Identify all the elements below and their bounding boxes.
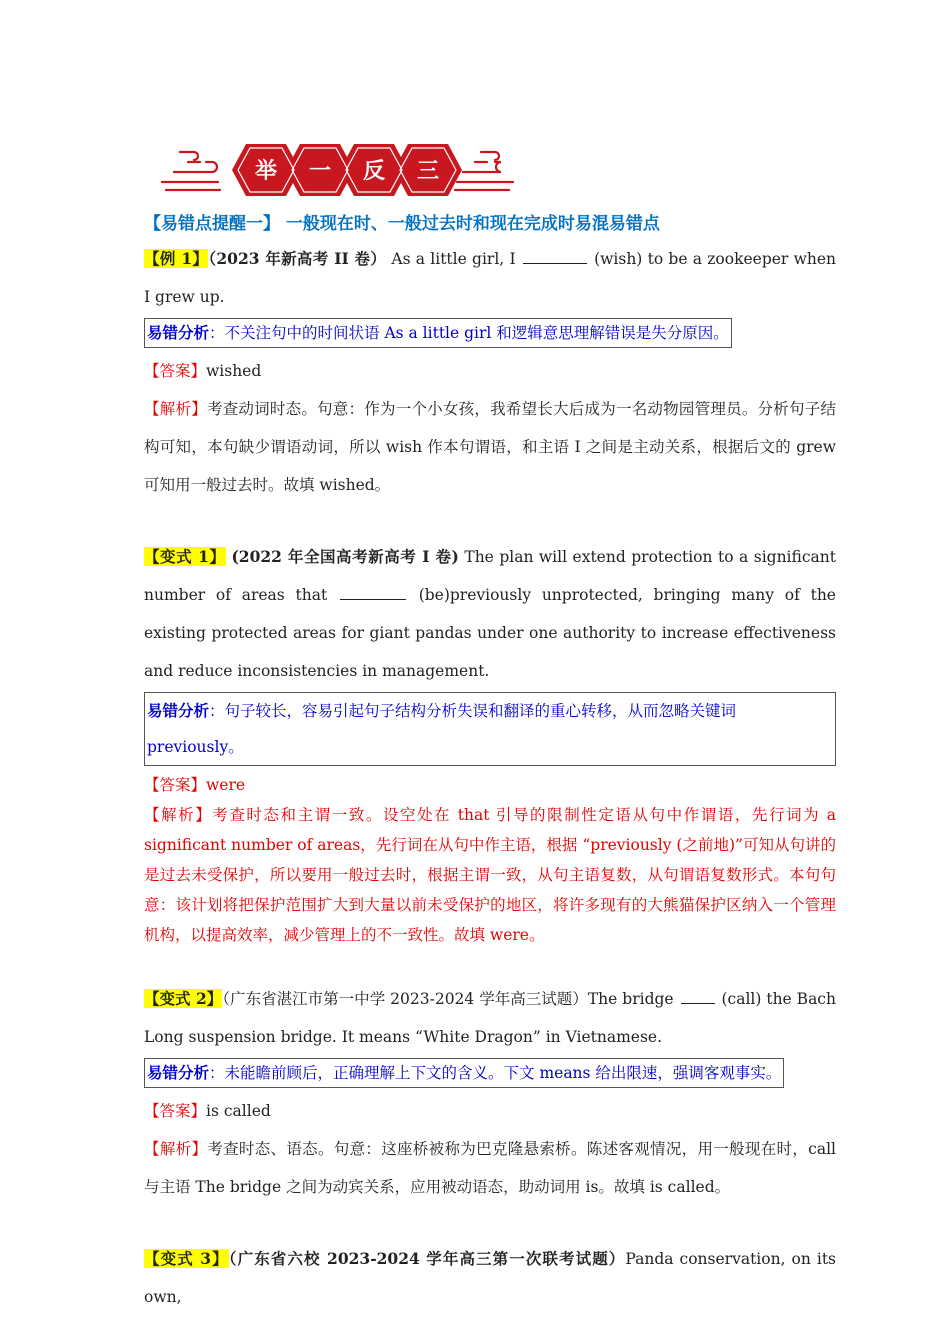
variant-3-question bbox=[144, 1240, 836, 1316]
variant-2-tag: 【变式 2】 bbox=[144, 989, 223, 1008]
banner-graphic bbox=[160, 138, 515, 202]
variant-1-blank[interactable] bbox=[340, 598, 406, 600]
variant-1-source: (2022 年全国高考新高考 I 卷) bbox=[225, 547, 459, 566]
variant-1-explain-text: 考查时态和主谓一致。设空处在 that 引导的限制性定语从句中作谓语，先行词为 a significant number of areas，先行词在从句中作主语，根据 “previously (之前地)”可知从句讲的是过去未受保护，所以要用一般过去时，根据主谓一致，从句主语复数，从句谓语复数形式。本句句意：该计划将把保护范围扩大到大量以前未受保护的地区，将许多现有的大熊猫保护区纳入一个管理机构，以提高效率，减少管理上的不一致性。故填 were。 bbox=[144, 806, 836, 944]
variant-2-text-b: (call) the Bach Long suspension bridge. It means “White Dragon” in Vietnamese. bbox=[144, 990, 836, 1046]
variant-1-explain bbox=[144, 800, 836, 950]
variant-1-answer-value: were bbox=[206, 776, 246, 794]
example-1-answer-value: wished bbox=[206, 362, 262, 380]
variant-1-answer bbox=[144, 770, 836, 800]
example-1-text-a: As a little girl, I bbox=[386, 250, 521, 268]
example-1-analysis: ：不关注句中的时间状语 As a little girl 和逻辑意思理解错误是失分原因。 bbox=[209, 324, 729, 342]
variant-1-question bbox=[144, 538, 836, 690]
banner-char-1: 举 bbox=[254, 159, 278, 184]
variant-2-text-a: The bridge bbox=[587, 990, 679, 1008]
variant-1-text-b: (be)previously unprotected, bringing many of the existing protected areas for giant pandas under one authority to increase effectiveness and reduce inconsistencies in management. bbox=[144, 586, 836, 680]
example-1-analysis-box bbox=[144, 318, 732, 348]
variant-1-answer-label: 【答案】 bbox=[144, 776, 207, 794]
variant-3-source: （广东省六校 2023-2024 学年高三第一次联考试题） bbox=[228, 1249, 626, 1268]
variant-3-text-a: Panda conservation, on its own, bbox=[144, 1250, 837, 1306]
banner-right-scroll bbox=[455, 152, 513, 190]
content bbox=[144, 210, 836, 1316]
variant-3-tag: 【变式 3】 bbox=[144, 1249, 229, 1268]
variant-1-analysis: ：句子较长，容易引起句子结构分析失误和翻译的重心转移，从而忽略关键词 previously。 bbox=[147, 702, 737, 756]
example-1-tag: 【例 1】 bbox=[144, 249, 209, 268]
variant-2-analysis-box bbox=[144, 1058, 784, 1088]
example-1-answer-label: 【答案】 bbox=[144, 362, 207, 380]
example-1-blank[interactable] bbox=[523, 262, 587, 264]
variant-2-answer-value: is called bbox=[206, 1102, 271, 1120]
banner-char-3: 反 bbox=[362, 159, 386, 184]
variant-1-analysis-label: 易错分析 bbox=[147, 701, 210, 720]
variant-2-answer bbox=[144, 1092, 836, 1130]
variant-1-text-a: The plan will extend protection to a significant number of areas that bbox=[144, 548, 836, 604]
section-heading: 【易错点提醒一】 一般现在时、一般过去时和现在完成时易混易错点 bbox=[144, 214, 660, 234]
example-1-analysis-label: 易错分析 bbox=[147, 323, 210, 342]
variant-2-blank[interactable] bbox=[681, 1002, 715, 1004]
variant-1-explain-label: 【解析】 bbox=[144, 806, 213, 824]
example-1-question bbox=[144, 240, 836, 316]
variant-2-question bbox=[144, 980, 836, 1056]
variant-2-explain-text: 考查时态、语态。句意：这座桥被称为巴克隆悬索桥。陈述客观情况，用一般现在时，call 与主语 The bridge 之间为动宾关系，应用被动语态，助动词用 is。故填 is called。 bbox=[144, 1140, 836, 1196]
variant-2-explain bbox=[144, 1130, 836, 1206]
example-1-explain-label: 【解析】 bbox=[144, 400, 207, 418]
variant-2-analysis: ：未能瞻前顾后，正确理解上下文的含义。下文 means 给出限速，强调客观事实。 bbox=[209, 1064, 782, 1082]
variant-1-tag: 【变式 1】 bbox=[144, 547, 226, 566]
spacer bbox=[144, 504, 836, 538]
variant-1-analysis-box bbox=[144, 692, 836, 766]
spacer bbox=[144, 1206, 836, 1240]
banner-char-2: 一 bbox=[308, 159, 332, 184]
example-1-explain-text: 考查动词时态。句意：作为一个小女孩，我希望长大后成为一名动物园管理员。分析句子结构可知，本句缺少谓语动词，所以 wish 作本句谓语，和主语 I 之间是主动关系，根据后文的 grew 可知用一般过去时。故填 wished。 bbox=[144, 400, 836, 494]
example-1-source: （2023 年新高考 II 卷） bbox=[208, 249, 387, 268]
variant-2-analysis-label: 易错分析 bbox=[147, 1063, 210, 1082]
variant-2-answer-label: 【答案】 bbox=[144, 1102, 207, 1120]
variant-2-explain-label: 【解析】 bbox=[144, 1140, 208, 1158]
spacer bbox=[144, 950, 836, 980]
variant-2-source: （广东省湛江市第一中学 2023-2024 学年高三试题） bbox=[222, 990, 588, 1008]
banner-left-scroll bbox=[162, 152, 220, 190]
banner-char-4: 三 bbox=[416, 159, 440, 184]
example-1-text-b: (wish) to be a zookeeper when I grew up. bbox=[144, 250, 836, 306]
example-1-explain bbox=[144, 390, 836, 504]
example-1-answer bbox=[144, 352, 836, 390]
